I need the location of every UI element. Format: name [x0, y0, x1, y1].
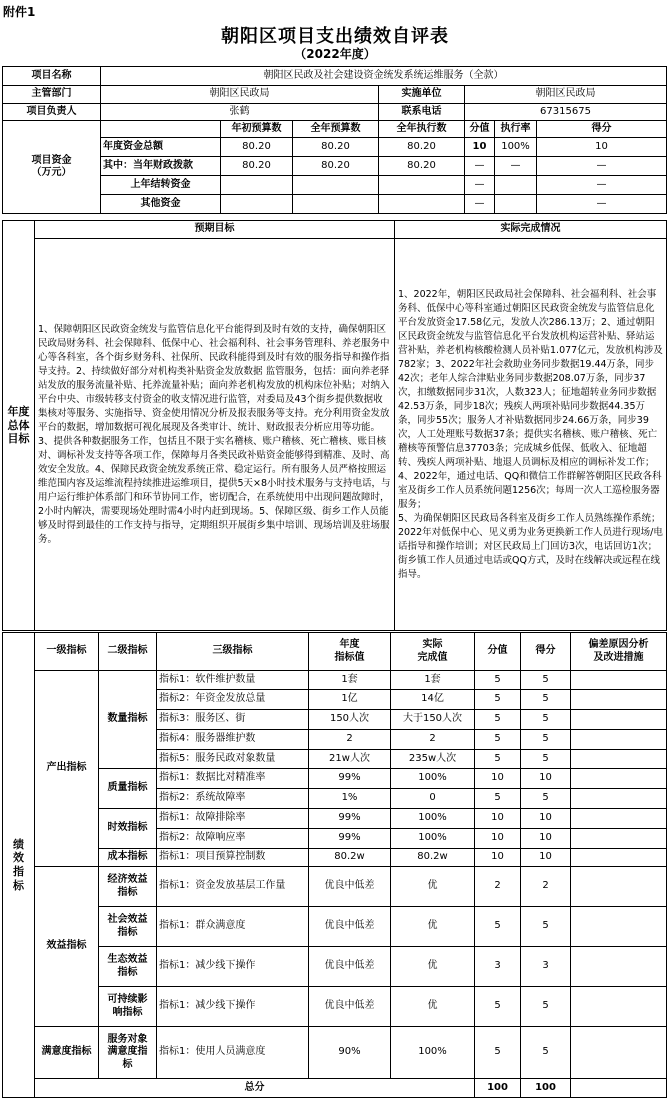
indicator-got: 10: [521, 809, 571, 829]
timeliness-indicator-label: 时效指标: [99, 809, 157, 849]
funds-cell: [379, 176, 465, 195]
indicator-target: 99%: [309, 809, 391, 829]
header-reason: 偏差原因分析 及改进措施: [571, 633, 667, 671]
cost-indicator-label: 成本指标: [99, 849, 157, 867]
indicator-target: 1%: [309, 789, 391, 809]
indicator-actual: 14亿: [391, 690, 475, 710]
leader-label: 项目负责人: [3, 104, 101, 121]
header-actual: 实际 完成值: [391, 633, 475, 671]
header-level1: 一级指标: [35, 633, 99, 671]
indicator-actual: 优: [391, 987, 475, 1027]
indicator-target: 1亿: [309, 690, 391, 710]
service-satisfaction-label: 服务对象 满意度指 标: [99, 1027, 157, 1079]
benefit-indicator-label: 效益指标: [35, 867, 99, 1027]
indicator-actual: 100%: [391, 1027, 475, 1079]
funds-header: 分值: [465, 121, 495, 138]
project-name-label: 项目名称: [3, 67, 101, 86]
output-indicator-label: 产出指标: [35, 671, 99, 867]
dept-value: 朝阳区民政局: [101, 86, 379, 104]
indicator-target: 80.2w: [309, 849, 391, 867]
attachment-label: 附件1: [3, 5, 36, 19]
indicator-reason: [571, 671, 667, 690]
indicator-reason: [571, 867, 667, 907]
indicator-name: 指标2：年资金发放总量: [157, 690, 309, 710]
indicator-name: 指标1：数据比对精准率: [157, 769, 309, 789]
indicator-actual: 100%: [391, 829, 475, 849]
funds-cell: 100%: [495, 138, 537, 157]
indicator-name: 指标1：软件维护数量: [157, 671, 309, 690]
total-reason: [571, 1079, 667, 1098]
funds-cell: 80.20: [221, 157, 293, 176]
indicator-target: 优良中低差: [309, 987, 391, 1027]
header-level2: 二级指标: [99, 633, 157, 671]
funds-cell: [293, 176, 379, 195]
indicator-target: 99%: [309, 769, 391, 789]
indicator-reason: [571, 987, 667, 1027]
quality-indicator-label: 质量指标: [99, 769, 157, 809]
funds-header: 全年预算数: [293, 121, 379, 138]
phone-label: 联系电话: [379, 104, 465, 121]
indicator-target: 99%: [309, 829, 391, 849]
funds-cell: [221, 176, 293, 195]
page-title: 朝阳区项目支出绩效自评表: [221, 26, 449, 47]
indicator-got: 2: [521, 867, 571, 907]
funds-row-label: 其中：当年财政拨款: [101, 157, 221, 176]
quantity-indicator-label: 数量指标: [99, 671, 157, 769]
funds-header: 执行率: [495, 121, 537, 138]
funds-row-label: 上年结转资金: [101, 176, 221, 195]
sustainable-indicator-label: 可持续影 响指标: [99, 987, 157, 1027]
indicator-target: 21w人次: [309, 750, 391, 769]
funds-cell: 80.20: [379, 157, 465, 176]
funds-cell: —: [537, 176, 667, 195]
total-label: 总分: [35, 1079, 475, 1098]
expected-goal-text: 1、保障朝阳区民政资金统发与监管信息化平台能得到及时有效的支持，确保朝阳区民政局财务科、社会保障科、低保中心、社会福利科、社会事务管理科、养老服务中心等各科室，各个街乡财务科、社保所、民政科能得到及时有效的服务指导和操作指导支持。2、持续做好部分对机构类补贴资金发放数据 监管服务，包括：面向养老驿站发放的服务流量补贴、托养流量补贴；面向养老机构发放的机构床位补贴；对纳入平台中央、市级转移支付资金的收支情况进行监管，对委局及43个街乡提供数据收集核对等服务、实施指导、资金使用情况分析及报表服务等支持。充分利用资金发放平台的数据，增加数据可视化展现及各类审计、统计、财政报表分析应用等功能。3、提供各种数据服务工作，包括且不限于实名稽核、账户稽核、死亡稽核、账目核对、调标补发支持等各项工作，保障每月各类民政补贴资金能够得到精准、及时、高效安全发放。4、保障民政资金统发系统正常、稳定运行。所有服务人员严格按照运维范围内容及运维流程持续推进运维项目，提供5天×8小时技术服务与支持电话，与用户运行维护体系部门和环节协同工作，密切配合，在系统使用中出现问题故障时，2小时内解决，需要现场处理时需4小时内赶到现场。5、保障区级、街乡工作人员能够及时得到最佳的工作支持与指导，定期组织开展街乡集中培训、现场培训及驻场服务。: [35, 239, 395, 631]
indicator-name: 指标4：服务器维护数: [157, 730, 309, 750]
indicator-name: 指标1：使用人员满意度: [157, 1027, 309, 1079]
indicator-got: 10: [521, 829, 571, 849]
indicator-actual: 优: [391, 867, 475, 907]
funds-header: 得分: [537, 121, 667, 138]
header-level3: 三级指标: [157, 633, 309, 671]
indicator-name: 指标2：故障响应率: [157, 829, 309, 849]
indicator-reason: [571, 829, 667, 849]
expected-goal-header: 预期目标: [35, 221, 395, 239]
indicator-score: 5: [475, 907, 521, 947]
perf-table: [2, 632, 667, 1098]
indicator-actual: 235w人次: [391, 750, 475, 769]
funds-cell: [293, 195, 379, 214]
header-target: 年度 指标值: [309, 633, 391, 671]
funds-cell: —: [537, 157, 667, 176]
indicator-got: 5: [521, 690, 571, 710]
indicator-name: 指标1：故障排除率: [157, 809, 309, 829]
funds-header: 全年执行数: [379, 121, 465, 138]
indicator-reason: [571, 947, 667, 987]
indicator-score: 5: [475, 750, 521, 769]
indicator-score: 10: [475, 849, 521, 867]
indicator-score: 5: [475, 690, 521, 710]
indicator-target: 优良中低差: [309, 907, 391, 947]
indicator-actual: 100%: [391, 809, 475, 829]
header-score: 分值: [475, 633, 521, 671]
indicator-name: 指标1：群众满意度: [157, 907, 309, 947]
indicator-got: 5: [521, 730, 571, 750]
total-got: 100: [521, 1079, 571, 1098]
social-indicator-label: 社会效益 指标: [99, 907, 157, 947]
indicator-got: 5: [521, 1027, 571, 1079]
funds-cell: —: [465, 195, 495, 214]
funds-cell: 10: [465, 138, 495, 157]
funds-cell: 80.20: [221, 138, 293, 157]
indicator-reason: [571, 690, 667, 710]
leader-value: 张鹤: [101, 104, 379, 121]
project-name: 朝阳区民政及社会建设资金统发系统运维服务（全款）: [101, 67, 667, 86]
funds-cell: 80.20: [293, 157, 379, 176]
indicator-target: 1套: [309, 671, 391, 690]
indicator-got: 10: [521, 769, 571, 789]
indicator-reason: [571, 730, 667, 750]
perf-side-label: 绩 效 指 标: [3, 633, 35, 1098]
indicator-target: 优良中低差: [309, 947, 391, 987]
funds-row-label: 年度资金总额: [101, 138, 221, 157]
funds-cell: 10: [537, 138, 667, 157]
funds-cell: 80.20: [293, 138, 379, 157]
indicator-score: 3: [475, 947, 521, 987]
indicator-name: 指标1：减少线下操作: [157, 947, 309, 987]
actual-result-text: 1、2022年，朝阳区民政局社会保障科、社会福利科、社会事务科、低保中心等科室通过朝阳区民政资金统发与监管信息化平台发放资金17.58亿元，发放人次286.13万；2、通过朝阳区民政资金统发与监管信息化平台发放机构运营补贴、驿站运营补贴，养老机构核酸检测人员补贴1.077亿元，发放机构涉及782家；3、2022年社会救助业务同步数据19.44万条，同步42次；老年人综合津贴业务同步数据208.07万条，同步37次，扣缴数据同步31次，人数323人；征地超转业务同步数据42.53万条，同步18次；残疾人两项补贴同步数据44.35万条，同步55次；服务人才补贴数据同步24.66万条，同步39次，人工处理账号数据37条；提供实名稽核、账户稽核、死亡稽核等预警信息37703条；完成城乡低保、低收入、征地超转、残疾人两项补贴、地退人员调标及相应的调标补发工作； 4、2022年，通过电话、QQ和微信工作群解答朝阳区民政各科室及街乡工作人员系统问题1256次；每周一次人工巡检服务器服务； 5、为确保朝阳区民政局各科室及街乡工作人员熟练操作系统；2022年对低保中心、见义勇为业务更换新工作人员进行现场/电话指导和操作培训；对区民政局上门回访3次，电话回访1次；街乡镇工作人员通过电话或QQ方式，及时在线解决或远程在线指导。: [395, 239, 667, 631]
indicator-reason: [571, 789, 667, 809]
dept-label: 主管部门: [3, 86, 101, 104]
indicator-actual: 100%: [391, 769, 475, 789]
indicator-got: 10: [521, 849, 571, 867]
indicator-reason: [571, 907, 667, 947]
indicator-reason: [571, 750, 667, 769]
funds-cell: 80.20: [379, 138, 465, 157]
year-label: （2022年度）: [294, 47, 376, 61]
indicator-reason: [571, 769, 667, 789]
indicator-score: 10: [475, 829, 521, 849]
funds-cell: —: [537, 195, 667, 214]
indicator-score: 5: [475, 789, 521, 809]
funds-cell: —: [495, 157, 537, 176]
actual-result-header: 实际完成情况: [395, 221, 667, 239]
indicator-got: 5: [521, 710, 571, 730]
info-table: [2, 66, 667, 214]
funds-cell: —: [465, 176, 495, 195]
funds-cell: [379, 195, 465, 214]
unit-value: 朝阳区民政局: [465, 86, 667, 104]
funds-cell: —: [465, 157, 495, 176]
indicator-name: 指标1：减少线下操作: [157, 987, 309, 1027]
indicator-score: 2: [475, 867, 521, 907]
indicator-actual: 优: [391, 947, 475, 987]
indicator-name: 指标1：项目预算控制数: [157, 849, 309, 867]
indicator-reason: [571, 1027, 667, 1079]
indicator-got: 5: [521, 907, 571, 947]
indicator-score: 5: [475, 710, 521, 730]
indicator-actual: 0: [391, 789, 475, 809]
funds-cell: [221, 195, 293, 214]
funds-row-label: 其他资金: [101, 195, 221, 214]
satisfaction-indicator-label: 满意度指标: [35, 1027, 99, 1079]
goals-table: [2, 220, 667, 631]
goals-label: 年度 总体 目标: [3, 221, 35, 631]
indicator-score: 5: [475, 671, 521, 690]
indicator-name: 指标3：服务区、街: [157, 710, 309, 730]
indicator-got: 5: [521, 671, 571, 690]
funds-cell: [495, 176, 537, 195]
indicator-got: 5: [521, 987, 571, 1027]
funds-cell: [495, 195, 537, 214]
funds-header: 年初预算数: [221, 121, 293, 138]
indicator-actual: 80.2w: [391, 849, 475, 867]
total-score: 100: [475, 1079, 521, 1098]
indicator-target: 2: [309, 730, 391, 750]
indicator-got: 5: [521, 750, 571, 769]
indicator-target: 优良中低差: [309, 867, 391, 907]
indicator-target: 90%: [309, 1027, 391, 1079]
indicator-score: 10: [475, 809, 521, 829]
indicator-score: 10: [475, 769, 521, 789]
indicator-got: 3: [521, 947, 571, 987]
indicator-name: 指标5：服务民政对象数量: [157, 750, 309, 769]
indicator-score: 5: [475, 1027, 521, 1079]
unit-label: 实施单位: [379, 86, 465, 104]
indicator-reason: [571, 849, 667, 867]
ecological-indicator-label: 生态效益 指标: [99, 947, 157, 987]
indicator-got: 5: [521, 789, 571, 809]
indicator-score: 5: [475, 730, 521, 750]
indicator-score: 5: [475, 987, 521, 1027]
indicator-name: 指标2：系统故障率: [157, 789, 309, 809]
indicator-reason: [571, 809, 667, 829]
indicator-actual: 优: [391, 907, 475, 947]
indicator-target: 150人次: [309, 710, 391, 730]
phone-value: 67315675: [465, 104, 667, 121]
indicator-name: 指标1：资金发放基层工作量: [157, 867, 309, 907]
indicator-actual: 2: [391, 730, 475, 750]
indicator-actual: 1套: [391, 671, 475, 690]
funds-label: 项目资金 （万元）: [3, 121, 101, 214]
economic-indicator-label: 经济效益 指标: [99, 867, 157, 907]
indicator-reason: [571, 710, 667, 730]
indicator-actual: 大于150人次: [391, 710, 475, 730]
header-got: 得分: [521, 633, 571, 671]
